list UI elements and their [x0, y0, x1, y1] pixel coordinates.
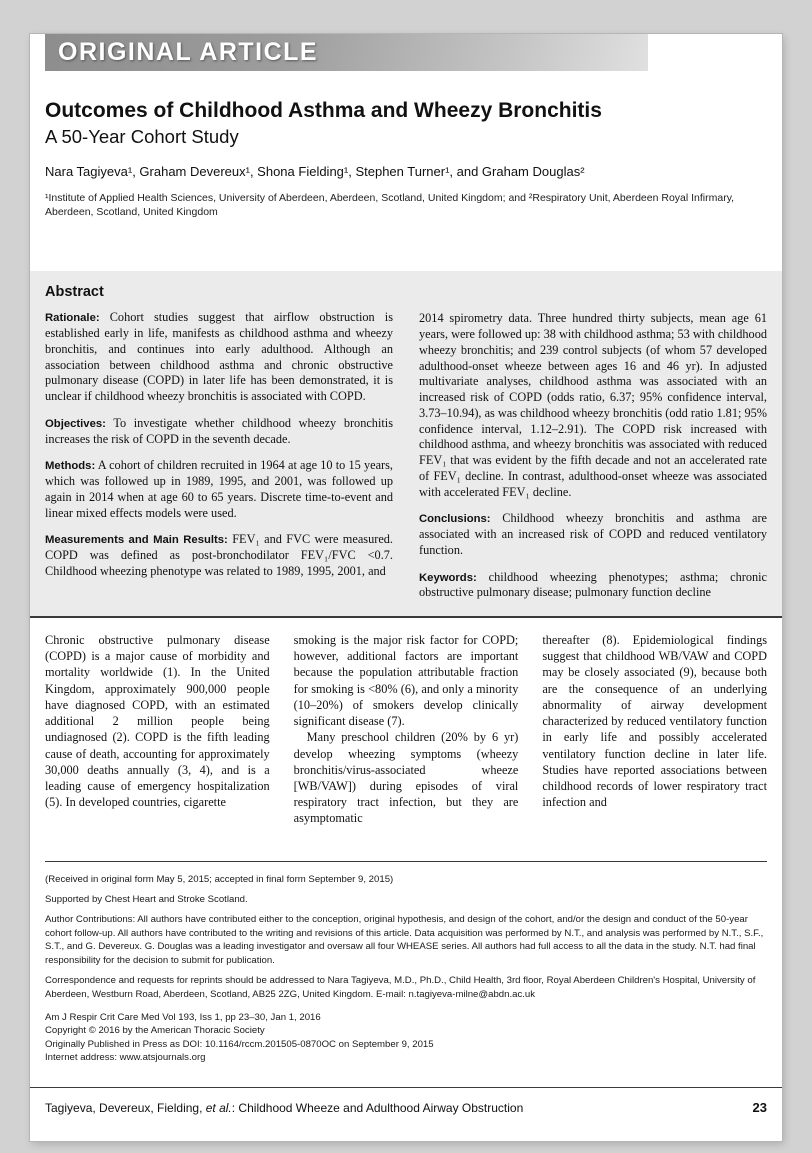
article-type-banner	[45, 34, 648, 71]
section-text-measurements: FEV₁ and FVC were measured. COPD was defined as post-bronchodilator FEV₁/FVC <0.7. Childhood wheezing phenotype was related to 1989, 1995, 2001, and	[45, 532, 394, 578]
body-paragraph: smoking is the major risk factor for COPD; however, additional factors are important because the population attributable fraction for smoking is <80% (6), and only a minority (10–20%) of smokers develop clinically significant disease (7).	[293, 632, 519, 729]
abstract-continuation	[419, 311, 767, 500]
section-label-keywords: Keywords:	[419, 571, 477, 584]
section-label-conclusions: Conclusions:	[419, 513, 491, 526]
article-title: Outcomes of Childhood Asthma and Wheezy Bronchitis	[45, 99, 602, 122]
section-text-rationale: Cohort studies suggest that airflow obstruction is established early in life, manifests as childhood asthma and wheezy bronchitis, and continues into early adulthood. Although an association between childhood asthma and chronic obstructive pulmonary disease (COPD) in later life has been demonstrated, it is unclear if childhood wheezy bronchitis is associated with COPD.	[45, 310, 394, 404]
running-title-etal: et al.	[205, 1100, 232, 1115]
author-list: Nara Tagiyeva¹, Graham Devereux¹, Shona Fielding¹, Stephen Turner¹, and Graham Douglas²	[45, 164, 585, 180]
body-column-2	[294, 632, 519, 827]
section-label-rationale: Rationale:	[45, 312, 100, 325]
abstract-section-conclusions	[419, 511, 767, 558]
page-number: 23	[752, 1099, 767, 1115]
continuation-text: 2014 spirometry data. Three hundred thirty subjects, mean age 61 years, were followed up: 38 with childhood asthma; 53 with childhood wheezy bronchitis; and 239 control subjects (of whom 57 developed adulthood-onset wheeze between ages 16 and 46 yr). In adjusted multivariate analyses, childhood asthma was associated with an increased risk of COPD (odds ratio, 6.37; 95% confidence interval, 3.73–10.94), as was childhood wheezy bronchitis (odd ratio 1.81; 95% confidence interval, 1.12–2.91). The COPD risk increased with childhood asthma, and wheezy bronchitis was associated with reduced FEV₁ that was evident by the fifth decade and not an accelerated rate of FEV₁ decline. In contrast, adulthood-onset wheeze was associated with accelerated FEV₁ decline.	[419, 311, 768, 499]
section-text-objectives: To investigate whether childhood wheezy bronchitis increases the risk of COPD in the seventh decade.	[45, 415, 393, 446]
section-text-keywords: childhood wheezing phenotypes; asthma; chronic obstructive pulmonary disease; pulmonary function decline	[419, 569, 768, 600]
funding-note: Supported by Chest Heart and Stroke Scotland.	[45, 894, 248, 906]
running-title-rest: : Childhood Wheeze and Adulthood Airway Obstruction	[231, 1100, 524, 1115]
abstract-section-measurements	[45, 532, 393, 579]
publication-info	[45, 1011, 767, 1065]
section-label-measurements: Measurements and Main Results:	[45, 534, 228, 547]
article-header	[45, 99, 767, 219]
article-body	[45, 632, 767, 827]
abstract-heading: Abstract	[45, 284, 104, 301]
abstract-left-column	[45, 284, 393, 600]
body-paragraph: thereafter (8). Epidemiological findings suggest that childhood WB/VAW and COPD may be closely associated (9), because both are the consequence of an underlying abnormality of airway development characterized by reduced ventilatory function in early life and possibly accelerated ventilatory function decline in later life. Studies have reported associations between childhood records of lower respiratory tract infection and	[542, 632, 768, 810]
abstract-box	[30, 271, 782, 617]
abstract-right-column	[419, 284, 767, 600]
author-contributions-note: Author Contributions: All authors have contributed either to the conception, original hypothesis, and design of the cohort, and/or the design and conduct of the 50-year cohort follow-up. All authors have contributed to the writing and revisions of this article. Data acquisition was performed by N.T., and analysis was performed by N.T., S.F., S.T., and G. Devereux. G. Douglas was a leading investigator and oversaw all four WHEASE series. All authors had full access to all the data in the study. N.T. had final responsibility for the decision to submit for publication.	[45, 914, 764, 966]
running-title-authors: Tagiyeva, Devereux, Fielding,	[45, 1100, 206, 1115]
journal-citation: Am J Respir Crit Care Med Vol 193, Iss 1, pp 23–30, Jan 1, 2016	[45, 1011, 321, 1023]
received-note: (Received in original form May 5, 2015; accepted in final form September 9, 2015)	[45, 873, 394, 885]
affiliations: ¹Institute of Applied Health Sciences, University of Aberdeen, Aberdeen, Scotland, United Kingdom; and ²Respiratory Unit, Aberdeen Royal Infirmary, Aberdeen, Scotland, United Kingdom	[45, 192, 735, 219]
copyright-line: Copyright © 2016 by the American Thoracic Society	[45, 1025, 265, 1037]
internet-address-line: Internet address: www.atsjournals.org	[45, 1052, 206, 1064]
abstract-section-objectives	[45, 416, 393, 447]
section-label-objectives: Objectives:	[45, 417, 106, 430]
running-title	[45, 1101, 523, 1115]
section-label-methods: Methods:	[45, 460, 96, 473]
body-column-3	[542, 632, 767, 827]
correspondence-note: Correspondence and requests for reprints should be addressed to Nara Tagiyeva, M.D., Ph.D., Child Health, 3rd floor, Royal Aberdeen Children's Hospital, University of Aberdeen, Westburn Road, Aberdeen, Scotland, AB25 2ZG, United Kingdom. E-mail: n.tagiyeva-milne@abdn.ac.uk	[45, 975, 756, 1000]
abstract-section-keywords	[419, 570, 767, 601]
abstract-section-methods	[45, 458, 393, 521]
section-text-conclusions: Childhood wheezy bronchitis and asthma are associated with an increased risk of COPD and reduced ventilatory function.	[419, 511, 767, 557]
section-text-methods: A cohort of children recruited in 1964 at age 10 to 15 years, which was followed up in 1989, 1995, and 2001, was followed up again in 2014 when at age 60 to 65 years. Discrete time-to-event and linear mixed effects models were used.	[45, 458, 393, 520]
body-paragraph: Many preschool children (20% by 6 yr) develop wheezing symptoms (wheezy bronchitis/virus-associated wheeze [WB/VAW]) during episodes of viral respiratory tract infection, but they are asymptomatic	[293, 730, 519, 826]
body-column-1	[45, 632, 270, 827]
article-page	[30, 34, 782, 1141]
abstract-section-rationale	[45, 310, 393, 404]
article-subtitle: A 50-Year Cohort Study	[45, 126, 239, 148]
body-paragraph: Chronic obstructive pulmonary disease (COPD) is a major cause of morbidity and mortality worldwide (1). In the United Kingdom, approximately 900,000 people have diagnosed COPD, with an estimated additional 2 million people being undiagnosed (2). COPD is the fifth leading cause of death, accounting for approximately 30,000 deaths annually (3, 4), and is a leading cause of emergency hospitalization (5). In developed countries, cigarette	[45, 632, 270, 810]
footnotes-section	[45, 861, 767, 1065]
banner-label: ORIGINAL ARTICLE	[58, 38, 319, 66]
doi-line: Originally Published in Press as DOI: 10.1164/rccm.201505-0870OC on September 9, 2015	[45, 1038, 434, 1050]
page-footer	[30, 1088, 782, 1115]
